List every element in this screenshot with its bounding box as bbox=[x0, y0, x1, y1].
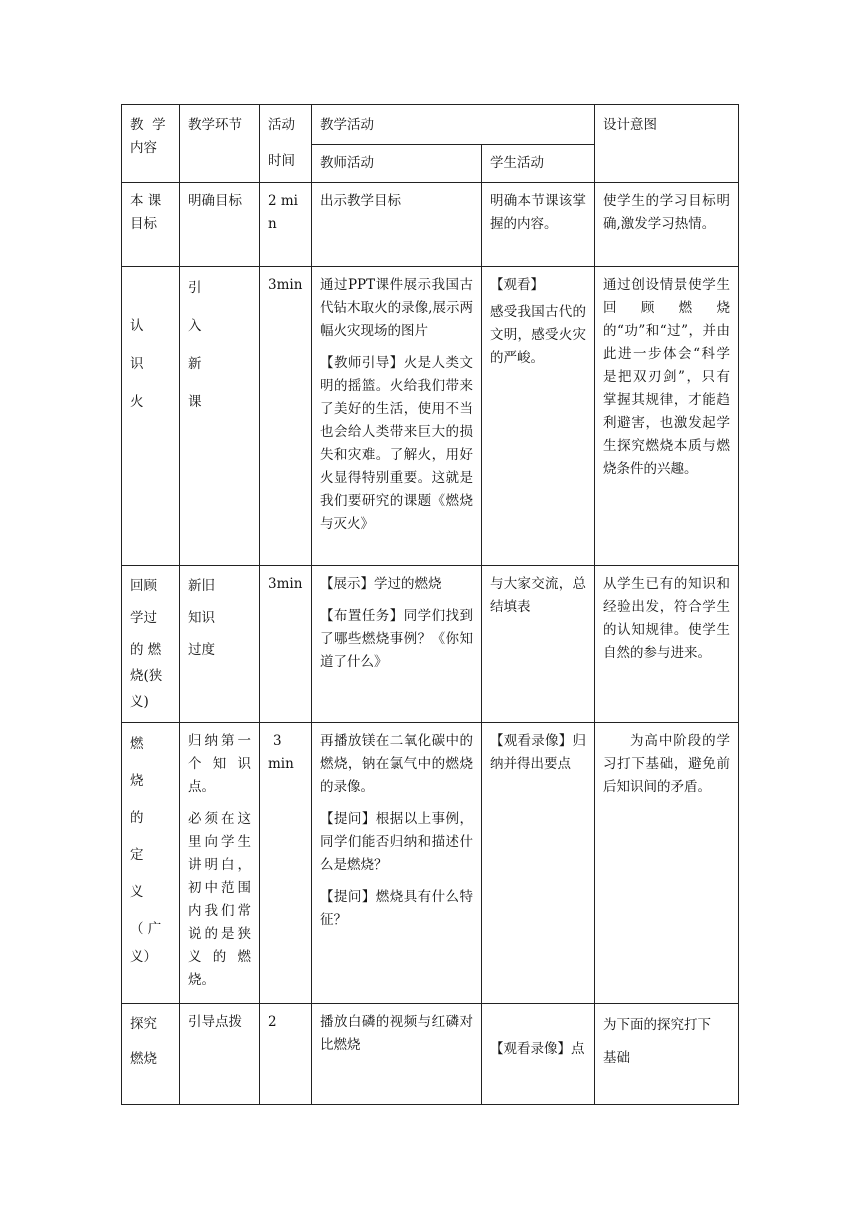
header-time bbox=[260, 105, 312, 183]
row5-intent bbox=[595, 1004, 739, 1105]
row3-stage-line: 过度 bbox=[188, 642, 215, 658]
row2-teacher-para: 通过PPT课件展示我国古代钻木取火的录像,展示两幅火灾现场的图片 bbox=[320, 277, 473, 339]
row4-content-line: 的 bbox=[130, 810, 144, 826]
header-stage: 教学环节 bbox=[180, 105, 260, 183]
table-row bbox=[122, 566, 739, 723]
row2-stage-line: 入 bbox=[188, 318, 202, 334]
row3-stage-line: 新旧 bbox=[188, 578, 215, 594]
row5-intent-line: 为下面的探究打下 bbox=[603, 1017, 711, 1033]
row1-content-line: 目标 bbox=[130, 216, 157, 232]
table-row bbox=[122, 1004, 739, 1105]
lesson-plan-table bbox=[121, 104, 739, 1105]
row2-student-para: 【观看】 bbox=[490, 277, 544, 293]
row1-student: 明确本节课该掌握的内容。 bbox=[482, 183, 595, 267]
header-activity: 教学活动 bbox=[312, 105, 595, 145]
row2-student bbox=[482, 267, 595, 566]
row2-teacher bbox=[312, 267, 482, 566]
row1-content bbox=[122, 183, 180, 267]
row4-content bbox=[122, 723, 180, 1004]
row5-content bbox=[122, 1004, 180, 1105]
row3-content-line: 义) bbox=[130, 694, 149, 710]
header-content-line1: 教 学 bbox=[130, 117, 166, 133]
row4-content-line: 定 bbox=[130, 847, 144, 863]
row4-content-line: 义 bbox=[130, 884, 144, 900]
row5-content-line: 探究 bbox=[130, 1016, 157, 1032]
row5-content-line: 燃烧 bbox=[130, 1051, 157, 1067]
table-row bbox=[122, 267, 739, 566]
row3-teacher-para: 【布置任务】同学们找到了哪些燃烧事例？《你知道了什么》 bbox=[320, 608, 473, 670]
row4-stage bbox=[180, 723, 260, 1004]
row4-time-line: 3 bbox=[273, 733, 282, 749]
row1-stage: 明确目标 bbox=[180, 183, 260, 267]
row2-stage-line: 引 bbox=[188, 280, 202, 296]
row4-content-line: 燃 bbox=[130, 736, 144, 752]
row2-stage-line: 新 bbox=[188, 356, 202, 372]
row2-intent: 通过创设情景使学生回顾燃烧的“功”和“过”，并由此进一步体会“科学是把双刃剑”，只有掌握其规律，才能趋利避害，也激发起学生探究燃烧本质与燃烧条件的兴趣。 bbox=[595, 267, 739, 566]
row5-intent-line: 基础 bbox=[603, 1050, 630, 1066]
header-time-line2: 时间 bbox=[268, 153, 295, 169]
row5-student: 【观看录像】点 bbox=[482, 1004, 595, 1105]
row1-intent: 使学生的学习目标明确,激发学习热情。 bbox=[595, 183, 739, 267]
row3-intent: 从学生已有的知识和经验出发，符合学生的认知规律。使学生自然的参与进来。 bbox=[595, 566, 739, 723]
row4-time-line: min bbox=[268, 756, 294, 772]
row4-content-line: 义） bbox=[130, 949, 157, 965]
header-content-line2: 内容 bbox=[130, 140, 157, 156]
row4-teacher-para: 再播放镁在二氧化碳中的燃烧，钠在氯气中的燃烧的录像。 bbox=[320, 733, 473, 795]
row4-content-line: （ 广 bbox=[130, 921, 162, 937]
row3-stage bbox=[180, 566, 260, 723]
row2-stage-line: 课 bbox=[188, 394, 202, 410]
row5-teacher: 播放白磷的视频与红磷对比燃烧 bbox=[312, 1004, 482, 1105]
row5-time: 2 bbox=[260, 1004, 312, 1105]
row4-teacher bbox=[312, 723, 482, 1004]
row1-time: 2 min bbox=[260, 183, 312, 267]
header-row-1 bbox=[122, 105, 739, 145]
row2-stage bbox=[180, 267, 260, 566]
row4-teacher-para: 【提问】根据以上事例，同学们能否归纳和描述什么是燃烧？ bbox=[320, 811, 473, 873]
header-teacher: 教师活动 bbox=[312, 145, 482, 183]
row2-content-line: 识 bbox=[130, 356, 144, 372]
table-row bbox=[122, 183, 739, 267]
row2-content-line: 火 bbox=[130, 394, 144, 410]
row1-teacher: 出示教学目标 bbox=[312, 183, 482, 267]
row4-student: 【观看录像】归纳并得出要点 bbox=[482, 723, 595, 1004]
row4-stage-para: 归纳第一个知识点。 bbox=[188, 733, 251, 795]
row3-content bbox=[122, 566, 180, 723]
table-row bbox=[122, 723, 739, 1004]
row2-content bbox=[122, 267, 180, 566]
row4-intent: 为高中阶段的学习打下基础，避免前后知识间的矛盾。 bbox=[595, 723, 739, 1004]
row3-content-line: 学过 bbox=[130, 610, 157, 626]
row2-teacher-para: 【教师引导】火是人类文明的摇篮。火给我们带来了美好的生活，使用不当也会给人类带来巨大的损失和灾难。了解火，用好火显得特别重要。这就是我们要研究的课题《燃烧与灭火》 bbox=[320, 355, 473, 532]
row3-content-line: 烧(狭 bbox=[130, 668, 163, 684]
row3-teacher-para: 【展示】学过的燃烧 bbox=[320, 576, 442, 592]
row2-content-line: 认 bbox=[130, 318, 144, 334]
row2-time: 3min bbox=[260, 267, 312, 566]
row3-stage-line: 知识 bbox=[188, 610, 215, 626]
row2-student-para: 感受我国古代的文明，感受火灾的严峻。 bbox=[490, 304, 586, 366]
header-content bbox=[122, 105, 180, 183]
header-time-line1: 活动 bbox=[268, 117, 295, 133]
row3-time: 3min bbox=[260, 566, 312, 723]
row4-content-line: 烧 bbox=[130, 773, 144, 789]
row4-teacher-para: 【提问】燃烧具有什么特征？ bbox=[320, 889, 473, 928]
row3-content-line: 回顾 bbox=[130, 578, 157, 594]
row3-teacher bbox=[312, 566, 482, 723]
header-intent: 设计意图 bbox=[595, 105, 739, 183]
row4-time bbox=[260, 723, 312, 1004]
row3-content-line: 的 燃 bbox=[130, 642, 162, 658]
row1-content-line: 本 课 bbox=[130, 193, 162, 209]
header-student: 学生活动 bbox=[482, 145, 595, 183]
row5-stage: 引导点拨 bbox=[180, 1004, 260, 1105]
row4-stage-para: 必须在这里向学生讲明白，初中范围内我们常说的是狭义的燃烧。 bbox=[188, 811, 251, 988]
row3-student: 与大家交流，总结填表 bbox=[482, 566, 595, 723]
